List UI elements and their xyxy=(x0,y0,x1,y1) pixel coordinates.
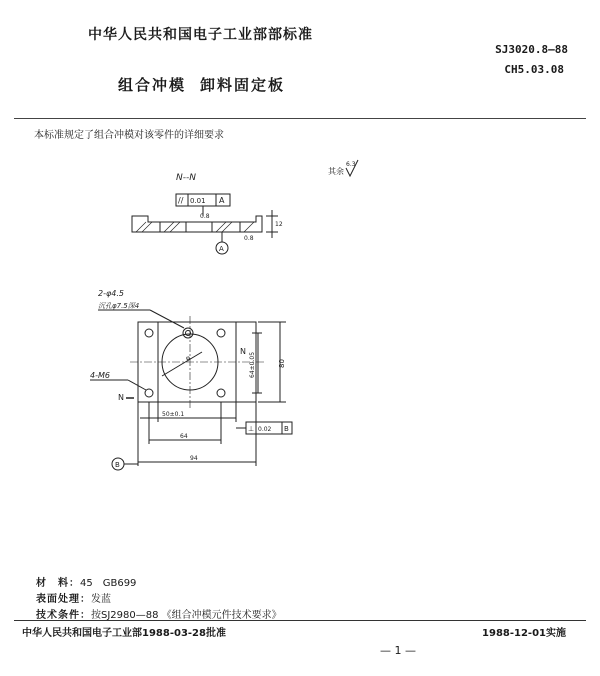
roughness-bottom-08: 0.8 xyxy=(244,235,254,242)
classification-number: CH5.03.08 xyxy=(504,63,564,76)
perp-tolerance-value: 0.02 xyxy=(258,426,272,433)
tech-value: 按SJ2980—88 《组合冲模元件技术要求》 xyxy=(91,610,282,621)
parallel-symbol: // xyxy=(178,196,184,205)
standard-number: SJ3020.8—88 xyxy=(495,43,568,56)
material-label: 材 料： xyxy=(36,578,80,589)
implementation-date: 1988-12-01实施 xyxy=(482,628,566,639)
thickness-dimension: 12 xyxy=(275,221,283,228)
height-dimension: 80 xyxy=(278,359,286,368)
overall-width-dimension: 94 xyxy=(190,455,198,462)
section-marker-left: N xyxy=(118,393,124,402)
roughness-value: 6.3 xyxy=(346,161,356,168)
document-title xyxy=(118,74,285,95)
tech-row xyxy=(36,606,282,621)
thread-hole-tr xyxy=(217,329,225,337)
title-part-2: 卸料固定板 xyxy=(200,76,286,94)
material-value: 45 GB699 xyxy=(80,578,137,589)
thread-hole-tl xyxy=(145,329,153,337)
roughness-note-08: 0.8 xyxy=(200,213,210,220)
bore-diameter: φ xyxy=(186,355,190,362)
perp-datum: B xyxy=(284,425,289,433)
thread-hole-br xyxy=(217,389,225,397)
thread-callout: 4-M6 xyxy=(90,371,110,380)
hole-callout-2: 沉孔φ7.5深4 xyxy=(98,302,140,310)
section-marker-right: N xyxy=(240,347,246,356)
section-profile xyxy=(132,216,262,232)
header-divider xyxy=(14,118,586,119)
counterbore-hole-top xyxy=(183,328,193,338)
datum-a-label: A xyxy=(219,245,224,253)
technical-drawing xyxy=(0,150,600,570)
tech-label: 技术条件： xyxy=(36,610,91,621)
roughness-note: 其余 xyxy=(328,167,344,176)
hole-spacing-vertical: 64±0.05 xyxy=(249,351,256,378)
surface-row xyxy=(36,590,111,605)
datum-b-label: B xyxy=(115,461,120,469)
material-row xyxy=(36,574,136,589)
inner-width-dimension: 50±0.1 xyxy=(162,411,185,418)
hole-spacing-horizontal: 64 xyxy=(180,433,188,440)
perp-symbol: ⊥ xyxy=(248,425,255,433)
parallel-datum: A xyxy=(219,196,225,205)
parallel-tolerance-value: 0.01 xyxy=(190,197,206,205)
thread-hole-bl xyxy=(145,389,153,397)
scope-text: 本标准规定了组合冲模对该零件的详细要求 xyxy=(34,130,224,141)
hole-callout-1: 2-φ4.5 xyxy=(98,289,124,298)
approval-note: 中华人民共和国电子工业部1988-03-28批准 xyxy=(22,628,226,639)
surface-value: 发蓝 xyxy=(91,594,111,605)
section-label: N--N xyxy=(176,173,196,183)
page-number: — 1 — xyxy=(380,644,416,657)
footer-divider xyxy=(14,620,586,621)
title-part-1: 组合冲模 xyxy=(118,76,187,94)
surface-label: 表面处理： xyxy=(36,594,91,605)
issuer-heading: 中华人民共和国电子工业部部标准 xyxy=(88,27,313,43)
